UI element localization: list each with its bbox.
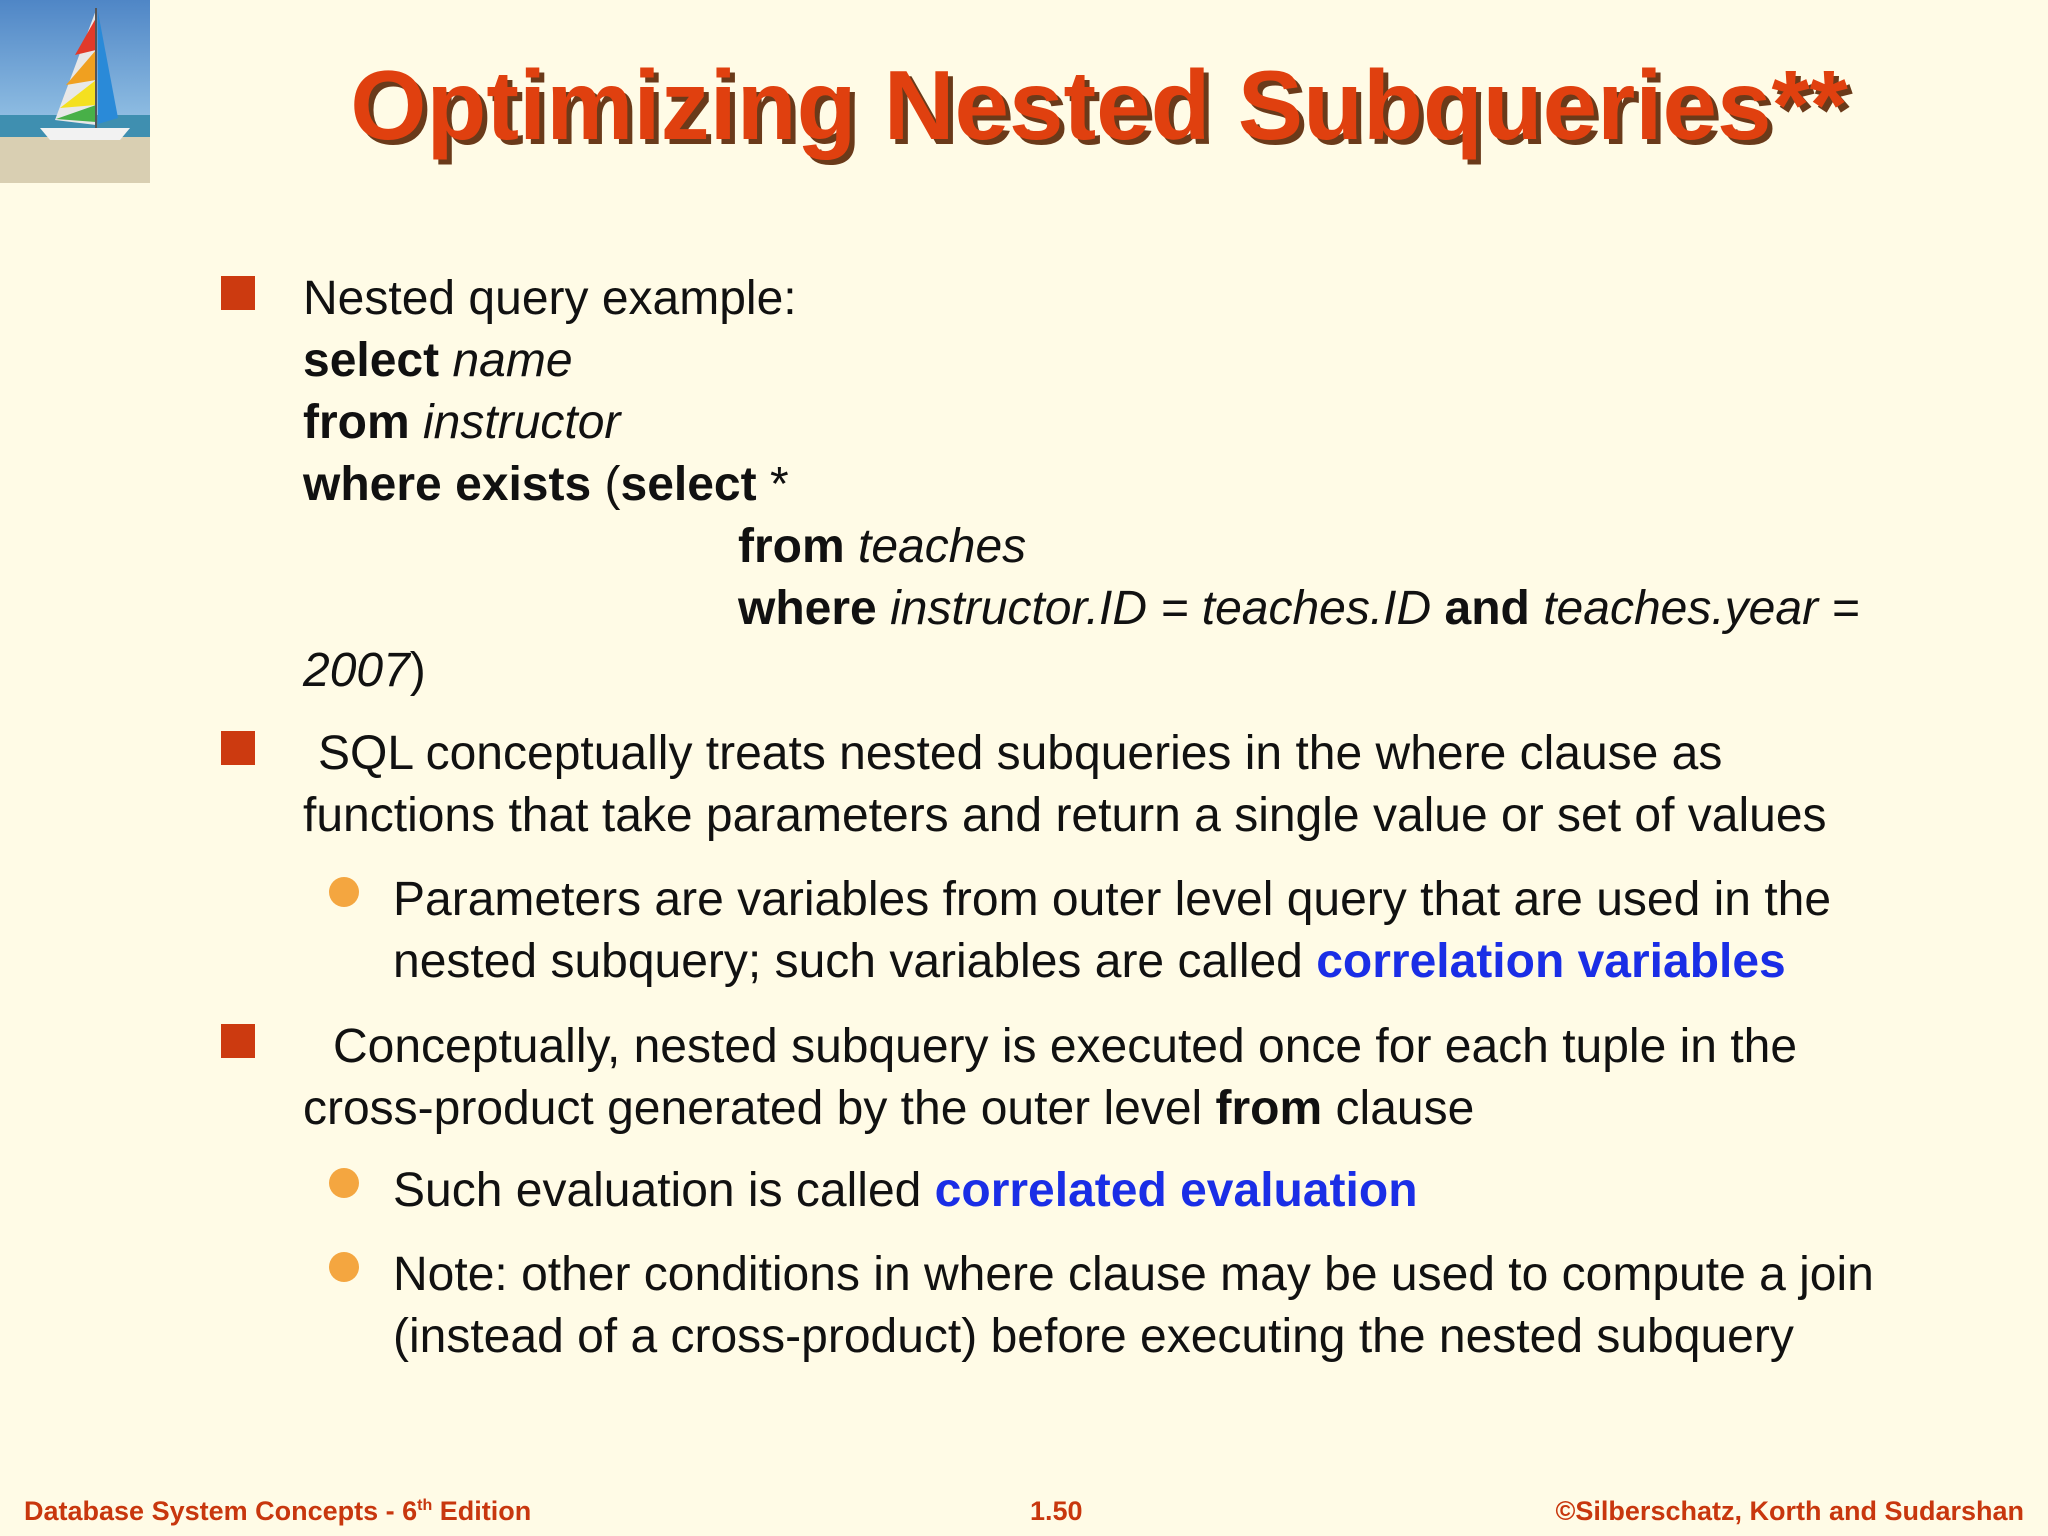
query-line-select <box>303 330 573 392</box>
bullet-square-icon <box>221 1024 255 1058</box>
keyword-from: from <box>303 396 410 449</box>
bullet-dot-icon <box>329 1252 359 1282</box>
slide-title: Optimizing Nested Subqueries** <box>350 50 1848 160</box>
term-correlated-evaluation: correlated evaluation <box>934 1164 1418 1217</box>
footer-copyright: ©Silberschatz, Korth and Sudarshan <box>1555 1496 2024 1526</box>
condition-id: instructor.ID = teaches.ID <box>890 582 1432 635</box>
sql-concept-line2: functions that take parameters and return a single value or set of values <box>303 789 1827 842</box>
note-line1: Note: other conditions in where clause may be used to compute a join <box>393 1248 1874 1301</box>
parameters-line1: Parameters are variables from outer level query that are used in the <box>393 873 1832 926</box>
bullet-dot-icon <box>329 877 359 907</box>
note-line2: (instead of a cross-product) before executing the nested subquery <box>393 1310 1794 1363</box>
year-value: 2007 <box>303 644 410 697</box>
relation-instructor: instructor <box>423 396 621 449</box>
keyword-from-clause: from <box>1215 1082 1323 1135</box>
parameters-line2 <box>393 931 1786 993</box>
keyword-where-inner: where <box>738 582 877 635</box>
keyword-select-inner: select <box>620 458 757 511</box>
keyword-where-exists: where exists <box>303 458 592 511</box>
conceptually-line2-text: cross-product generated by the outer level <box>303 1082 1216 1135</box>
bullet-square-icon <box>221 276 255 310</box>
query-line-year <box>303 640 426 702</box>
term-correlation-variables: correlation variables <box>1316 935 1786 988</box>
query-line-inner-where <box>738 578 1859 640</box>
sailboat-icon <box>0 0 150 183</box>
bullet-square-icon <box>221 731 255 765</box>
query-line-inner-from <box>738 516 1026 578</box>
conceptually-line1: Conceptually, nested subquery is executed once for each tuple in the <box>333 1020 1798 1073</box>
sailboat-logo-image <box>0 0 150 183</box>
footer-book-title <box>24 1496 531 1527</box>
footer-book-title-text: Database System Concepts - 6 <box>24 1496 418 1526</box>
condition-year: teaches.year = <box>1543 582 1860 635</box>
correlated-evaluation-text: Such evaluation is called <box>393 1164 935 1217</box>
footer-edition-text: Edition <box>432 1496 532 1526</box>
query-line-from <box>303 392 620 454</box>
footer-edition-sup: th <box>417 1497 433 1514</box>
star: * <box>756 458 789 511</box>
paren-open: ( <box>604 458 621 511</box>
relation-teaches: teaches <box>858 520 1027 573</box>
correlated-evaluation-line <box>393 1160 1418 1222</box>
bullet-dot-icon <box>329 1168 359 1198</box>
conceptually-line2-suffix: clause <box>1322 1082 1475 1135</box>
paren-close: ) <box>409 644 426 697</box>
footer-slide-number: 1.50 <box>1030 1496 1083 1526</box>
parameters-line2-text: nested subquery; such variables are called <box>393 935 1317 988</box>
query-line-where-exists <box>303 454 789 516</box>
keyword-select: select <box>303 334 440 387</box>
sql-concept-line1: SQL conceptually treats nested subqueries in the where clause as <box>318 727 1723 780</box>
nested-query-intro: Nested query example: <box>303 272 797 325</box>
attr-name: name <box>452 334 573 387</box>
keyword-from-inner: from <box>738 520 845 573</box>
conceptually-line2 <box>303 1078 1474 1140</box>
keyword-and: and <box>1444 582 1530 635</box>
